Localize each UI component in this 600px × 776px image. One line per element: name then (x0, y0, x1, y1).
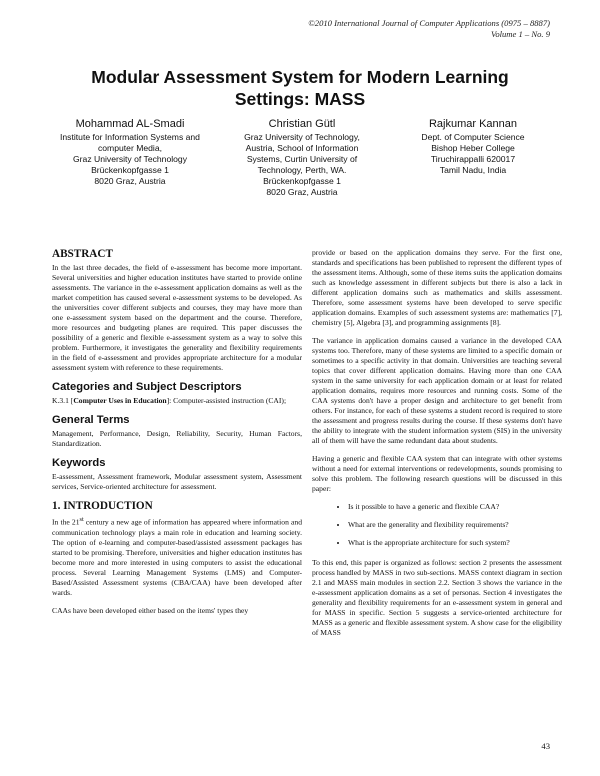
paper-title (40, 66, 560, 110)
author-3 (386, 116, 560, 176)
introduction-heading: 1. INTRODUCTION (52, 500, 153, 512)
intro-superscript: st (79, 516, 84, 523)
author-affiliation-line: Brückenkopfgasse 1 (263, 176, 341, 186)
introduction-paragraph-2: CAAs have been developed either based on the items' types they (52, 605, 249, 615)
general-terms-heading: General Terms (52, 414, 130, 426)
intro-rest: century a new age of information has appeared where information and communication technology plays a main role in education and learning society. The option of e-learning and computer-based/assisted assessment packages has started to be promising. Therefore, universities and higher education institutes has become more and more interested in using computers to assist the educational process. Several Learning Management Systems (LMS) and Computer-Based/Assisted Assessment systems (CBA/CAA) have been developed after wards. (52, 517, 302, 597)
author-affiliation-line: Brückenkopfgasse 1 (91, 165, 169, 175)
author-affiliation-line: Systems, Curtin University of (246, 154, 358, 164)
categories-heading: Categories and Subject Descriptors (52, 381, 242, 393)
author-affiliation-line: Tiruchirappalli 620017 (430, 154, 516, 164)
author-2 (222, 116, 382, 198)
author-affiliation-line: Austria, School of Information (245, 143, 359, 153)
author-affiliation-line: Dept. of Computer Science (421, 132, 525, 142)
intro-start: In the 21 (52, 517, 80, 527)
author-affiliation-line: Institute for Information Systems and (60, 132, 200, 142)
journal-line: ©2010 International Journal of Computer Applications (0975 – 8887) (308, 18, 550, 28)
body-paragraph-1: provide or based on the application domains they serve. For the first one, standards and specifications has been published to represent the different types of the assessment items. Although, some of these items suits the application domains such as knowledge assessment in different subjects but there is also a lack in different application domains such as mathematics and skills assessment. Therefore, some assessment systems have been developed to serve specific application domains. Examples of such assessment systems are: mathematics [7], chemistry [5], Algebra [3], and programming assignments [8]. (312, 248, 562, 327)
keywords-text: E-assessment, Assessment framework, Modular assessment system, Assessment services, Service-oriented architecture for assessment. (52, 472, 302, 491)
keywords-heading: Keywords (52, 457, 106, 469)
categories-text (52, 396, 302, 406)
author-affiliation-line: computer Media, (97, 143, 162, 153)
author-affiliation-line: Tamil Nadu, India (439, 165, 507, 175)
category-name: Computer Uses in Education (73, 396, 167, 405)
author-name: Christian Gütl (268, 118, 336, 130)
author-affiliation-line: Bishop Heber College (431, 143, 515, 153)
general-terms-text: Management, Performance, Design, Reliability, Security, Human Factors, Standardization. (52, 429, 302, 448)
author-affiliation-line: Technology, Perth, WA. (257, 165, 347, 175)
list-item: • What is the appropriate architecture for such system? (348, 538, 562, 548)
author-affiliation-line: Graz University of Technology (73, 154, 187, 164)
author-affiliation-line: 8020 Graz, Austria (94, 176, 166, 186)
author-1 (40, 116, 220, 187)
right-column (312, 248, 562, 646)
category-code: K.3.1 [ (52, 396, 74, 405)
category-rest: ]: Computer-assisted instruction (CAI); (166, 396, 287, 405)
list-item: • What are the generality and flexibility requirements? (348, 520, 562, 530)
body-paragraph-4: To this end, this paper is organized as follows: section 2 presents the assessment process handled by MASS in two sub-sections. MASS context diagram in section 2.1 and MASS main modules in section 2.2. Section 3 shows the variance in the e-assessment application domains as a set of personas. Section 4 investigates the generality and flexibility requirements for an e-assessment system in general and for MASS in specific. Section 5 suggests a service-oriented architecture for MASS as a generic and flexible assessment system. A show case for the eligibility of MASS (312, 558, 562, 637)
author-affiliation-line: Graz University of Technology, (244, 132, 360, 142)
journal-header (308, 18, 550, 40)
title-line-2: Settings: MASS (234, 89, 366, 109)
author-name: Rajkumar Kannan (428, 118, 518, 130)
page-number: 43 (541, 741, 550, 751)
body-paragraph-3: Having a generic and flexible CAA system that can integrate with other systems without a need for external interventions or redevelopments, sounds promising to solve this problem. The following research questions will be discussed in this paper: (312, 454, 562, 493)
abstract-heading: ABSTRACT (52, 248, 113, 260)
left-column (52, 248, 302, 624)
research-questions-list (312, 502, 562, 548)
author-name: Mohammad AL-Smadi (75, 118, 185, 130)
volume-line: Volume 1 – No. 9 (491, 29, 550, 39)
introduction-paragraph-1 (52, 515, 302, 598)
body-paragraph-2: The variance in application domains caused a variance in the developed CAA systems too. Therefore, many of these systems are limited to a specific domain or sometimes to a specific activity in that domain. Universities are teaching several topics that cover different application domains. Having more than one CAA system in the same university for each application domain or at least for related application domains, requires more resources and running costs. Some of the CAA systems don't have a proper design and architecture to get benefit from others. For instance, for each of these systems a student record is required to store the assessment and progress results during the course. If these systems don't have the ability to integrate with the student information system (SIS) in the university all of them will have the same redundant data about students. (312, 336, 562, 445)
abstract-text: In the last three decades, the field of e-assessment has become more important. Several universities and higher education institutes have started to provide online assessments. The variance in the e-assessment application domains as well as the market competition has caused several e-assessment systems to be developed. As the universities cover different subjects and courses, they may have more than one e-assessment system based on the department and the course. Therefore, more resources and budgeting planes are required. This paper discusses the possibility of a generic and flexible e-assessment system as a way to solve this problem. Furthermore, it investigates the generality and flexibility requirements in the field of e-assessment and provides appropriate architecture for a modular assessment system with reference to these requirements. (52, 263, 302, 372)
author-affiliation-line: 8020 Graz, Austria (266, 187, 338, 197)
title-line-1: Modular Assessment System for Modern Learning (91, 67, 509, 87)
list-item: • Is it possible to have a generic and flexible CAA? (348, 502, 562, 512)
